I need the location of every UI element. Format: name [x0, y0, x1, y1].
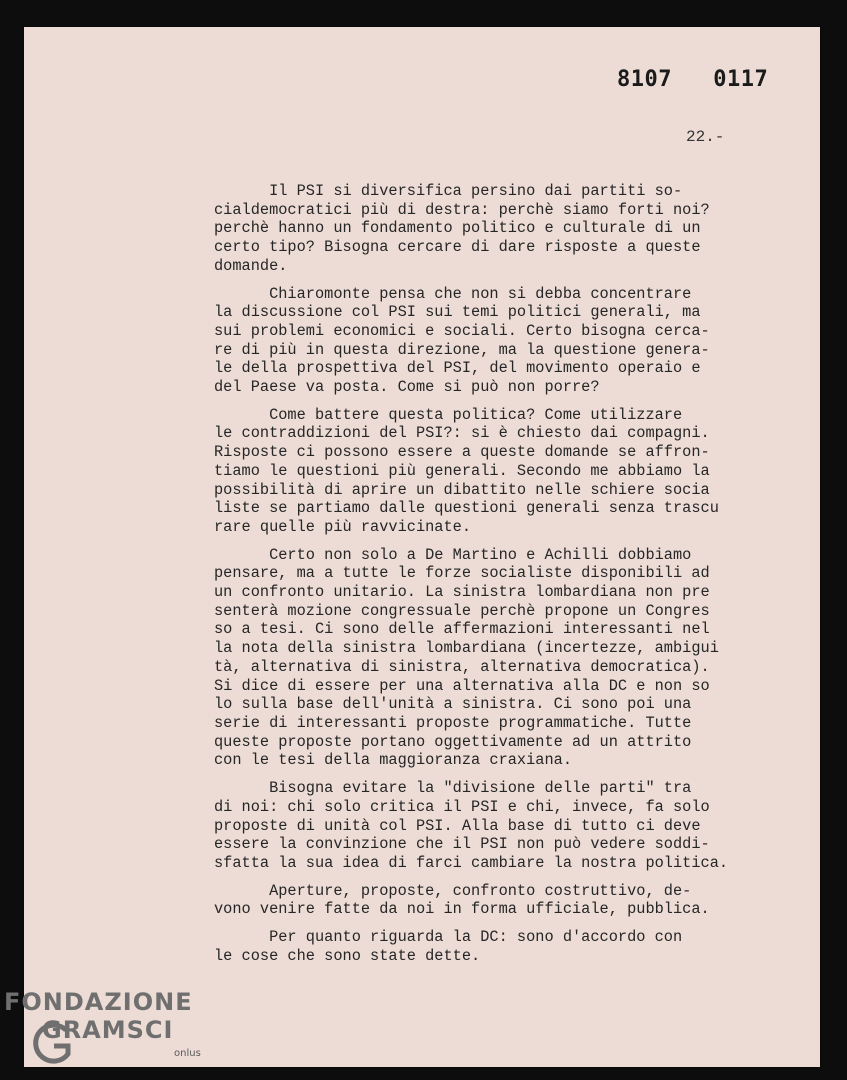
- text-line: Il PSI si diversifica persino dai partiti so-: [214, 182, 683, 200]
- text-line: le cose che sono state dette.: [214, 946, 481, 965]
- text-line: con le tesi della maggioranza craxiana.: [214, 751, 573, 770]
- text-line: essere la convinzione che il PSI non può vedere soddi-: [214, 835, 710, 854]
- watermark-line-3: onlus: [174, 1048, 201, 1059]
- text-line: Per quanto riguarda la DC: sono d'accordo con: [214, 928, 683, 947]
- watermark-line-2: GRAMSCI: [42, 1016, 174, 1044]
- text-line: serie di interessanti proposte programmatiche. Tutte: [214, 713, 692, 732]
- paragraph: [214, 285, 774, 397]
- text-line: re di più in questa direzione, ma la questione genera-: [214, 340, 710, 359]
- paragraph: [214, 182, 774, 276]
- paragraph: [214, 546, 774, 770]
- text-line: so a tesi. Ci sono delle affermazioni interessanti nel: [214, 620, 710, 639]
- text-line: un confronto unitario. La sinistra lombardiana non pre: [214, 583, 710, 602]
- text-line: proposte di unità col PSI. Alla base di tutto ci deve: [214, 816, 701, 835]
- text-line: la discussione col PSI sui temi politici generali, ma: [214, 303, 701, 322]
- text-line: certo tipo? Bisogna cercare di dare risposte a queste: [214, 238, 701, 257]
- text-line: le della prospettiva del PSI, del movimento operaio e: [214, 359, 701, 378]
- text-line: Bisogna evitare la "divisione delle parti" tra: [214, 779, 692, 798]
- text-line: Certo non solo a De Martino e Achilli dobbiamo: [214, 545, 692, 564]
- text-line: sui problemi economici e sociali. Certo bisogna cerca-: [214, 321, 710, 340]
- text-line: tiamo le questioni più generali. Secondo me abbiamo la: [214, 461, 710, 480]
- page-number: 22.-: [686, 128, 725, 146]
- text-line: possibilità di aprire un dibattito nelle schiere socia: [214, 480, 710, 499]
- paragraph: [214, 882, 774, 919]
- text-line: senterà mozione congressuale perchè propone un Congres: [214, 601, 710, 620]
- paragraph: [214, 406, 774, 537]
- text-line: Aperture, proposte, confronto costruttivo, de-: [214, 881, 692, 900]
- text-line: vono venire fatte da noi in forma ufficiale, pubblica.: [214, 900, 710, 919]
- text-line: rare quelle più ravvicinate.: [214, 517, 472, 536]
- document-page: [24, 27, 820, 1067]
- text-line: lo sulla base dell'unità a sinistra. Ci sono poi una: [214, 695, 692, 714]
- watermark-line-1: FONDAZIONE: [4, 988, 193, 1016]
- text-line: perchè hanno un fondamento politico e culturale di un: [214, 219, 701, 238]
- text-line: di noi: chi solo critica il PSI e chi, invece, fa solo: [214, 797, 710, 816]
- text-line: tà, alternativa di sinistra, alternativa democratica).: [214, 657, 710, 676]
- text-line: sfatta la sua idea di farci cambiare la nostra politica.: [214, 853, 729, 872]
- text-line: le contraddizioni del PSI?: si è chiesto dai compagni.: [214, 424, 710, 443]
- archive-number: 8107 0117: [617, 67, 769, 92]
- text-line: Come battere questa politica? Come utilizzare: [214, 405, 683, 424]
- text-line: domande.: [214, 256, 288, 275]
- text-line: Si dice di essere per una alternativa alla DC e non so: [214, 676, 710, 695]
- text-line: cialdemocratici più di destra: perchè siamo forti noi?: [214, 200, 710, 219]
- text-line: Chiaromonte pensa che non si debba concentrare: [214, 284, 692, 303]
- text-line: la nota della sinistra lombardiana (incertezze, ambigui: [214, 639, 719, 658]
- text-line: pensare, ma a tutte le forze socialiste disponibili ad: [214, 564, 710, 583]
- paragraph: [214, 779, 774, 873]
- text-line: liste se partiamo dalle questioni generali senza trascu: [214, 499, 719, 518]
- text-line: queste proposte portano oggettivamente ad un attrito: [214, 732, 692, 751]
- text-line: del Paese va posta. Come si può non porre?: [214, 378, 600, 397]
- paragraph: [214, 928, 774, 965]
- fondazione-gramsci-watermark: [4, 988, 209, 1078]
- text-line: Risposte ci possono essere a queste domande se affron-: [214, 443, 710, 462]
- document-body: [214, 182, 774, 974]
